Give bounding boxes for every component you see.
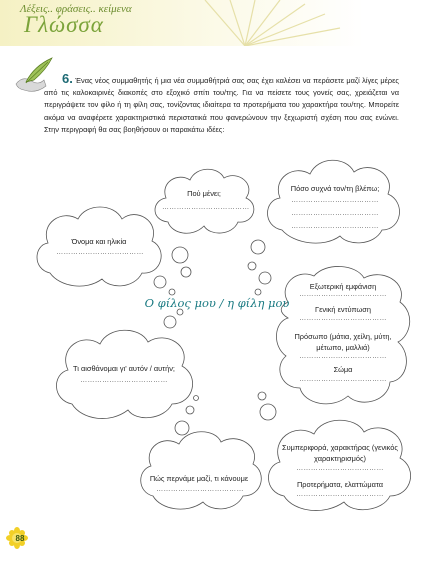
label-how-often: Πόσο συχνά τον/τη βλέπω; <box>290 184 380 193</box>
page-number: 88 <box>15 534 25 543</box>
blank-feelings: ……………………………… <box>80 377 168 384</box>
label-together: Πώς περνάμε μαζί, τι κάνουμε <box>149 474 249 483</box>
blank-where: ……………………………… <box>162 204 250 211</box>
blank-behavior: ……………………………… <box>296 465 384 472</box>
exercise-text: Ένας νέος συμμαθητής ή μια νέα συμμαθήτριά σας σας έχει καλέσει να περάσετε μαζί λίγες μέρες από τις καλοκαιρινές διακοπές στο εξοχικό σπίτι του/της. Για να πείσετε τους γονείς σας, χρειάζεται να περιγράψετε τον φίλο ή τη φίλη σας, τονίζοντας ιδιαίτερα τα προτερήματα του χαρακτήρα του/της. Μπορείτε ακόμα να αναφέρετε χαρακτηριστικά περιστατικά που φανερώνουν την ξεχωριστή σχέση που σας ενώνει. Στην περιγραφή θα σας βοηθήσουν οι παρακάτω ιδέες: <box>44 76 399 134</box>
label-behavior: Συμπεριφορά, χαρακτήρας (γενικός χαρακτηρισμός) <box>282 443 398 463</box>
label-where: Πού μένει; <box>187 189 221 198</box>
label-impression: Γενική εντύπωση <box>315 305 371 314</box>
center-title: Ο φίλος μου / η φίλη μου <box>144 296 290 310</box>
label-body: Σώμα <box>333 365 353 374</box>
exercise-number: 6. <box>62 71 73 86</box>
blank-virtues: ……………………………… <box>296 491 384 498</box>
blank-how-often-2: ……………………………… <box>291 210 379 217</box>
blank-appearance: ……………………………… <box>299 291 387 298</box>
blank-how-often-3: ……………………………… <box>291 223 379 230</box>
blank-how-often-1: ……………………………… <box>291 197 379 204</box>
blank-together: ……………………………… <box>156 486 244 493</box>
blank-face: ……………………………… <box>299 353 387 360</box>
blank-name-age: ……………………………… <box>56 249 144 256</box>
series-title: Λέξεις.. φράσεις.. κείμενα <box>20 3 132 15</box>
label-face: Πρόσωπο (μάτια, χείλη, μύτη, μέτωπο, μαλλιά) <box>294 332 392 352</box>
label-appearance: Εξωτερική εμφάνιση <box>309 282 377 291</box>
label-feelings: Τι αισθάνομαι γι' αυτόν / αυτήν; <box>73 364 175 373</box>
label-virtues: Προτερήματα, ελαττώματα <box>296 480 384 489</box>
blank-impression: ……………………………… <box>299 315 387 322</box>
label-name-age: Όνομα και ηλικία <box>71 237 127 246</box>
book-title: Γλώσσα <box>24 12 104 37</box>
blank-body: ……………………………… <box>299 376 387 383</box>
